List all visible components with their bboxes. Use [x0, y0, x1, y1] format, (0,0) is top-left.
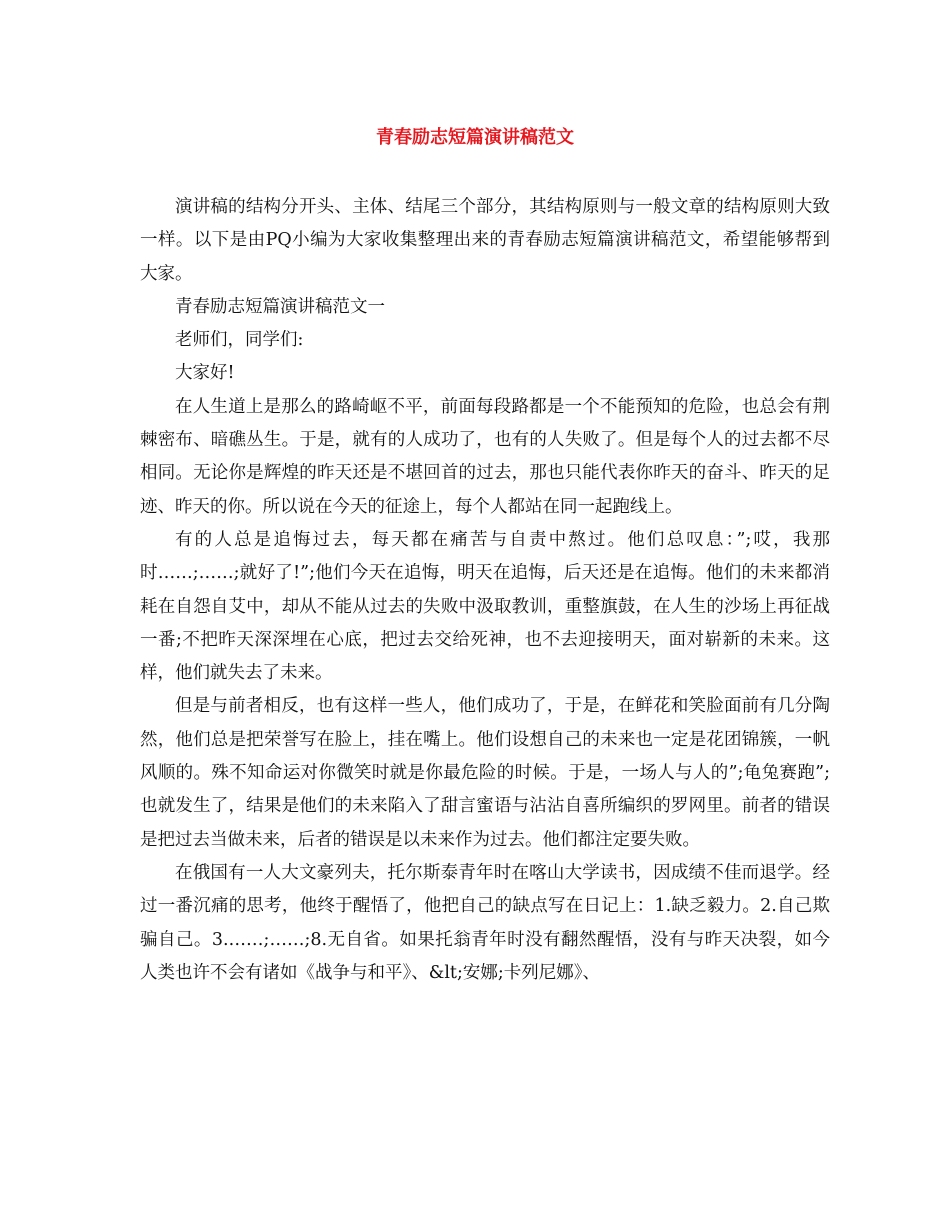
paragraph-body: 在俄国有一人大文豪列夫，托尔斯泰青年时在喀山大学读书，因成绩不佳而退学。经过一番沉痛的思考，他终于醒悟了，他把自己的缺点写在日记上：1.缺乏毅力。2.自己欺骗自己。3.……;……;8.无自省。如果托翁青年时没有翻然醒悟，没有与昨天决裂，如今人类也许不会有诸如《战争与和平》、&lt;安娜;卡列尼娜》、 — [140, 862, 830, 983]
paragraph-body: 在人生道上是那么的路崎岖不平，前面每段路都是一个不能预知的危险，也总会有荆棘密布、暗礁丛生。于是，就有的人成功了，也有的人失败了。但是每个人的过去都不尽相同。无论你是辉煌的昨天还是不堪回首的过去，那也只能代表你昨天的奋斗、昨天的足迹、昨天的你。所以说在今天的征途上，每个人都站在同一起跑线上。 — [140, 396, 830, 517]
paragraph-intro: 演讲稿的结构分开头、主体、结尾三个部分，其结构原则与一般文章的结构原则大致一样。以下是由PQ小编为大家收集整理出来的青春励志短篇演讲稿范文，希望能够帮到大家。 — [140, 197, 830, 284]
paragraph-salutation: 老师们，同学们: — [175, 330, 304, 351]
paragraph-body: 有的人总是追悔过去，每天都在痛苦与自责中熬过。他们总叹息：”;哎，我那时……;……;就好了!”;他们今天在追悔，明天在追悔，后天还是在追悔。他们的未来都消耗在自怨自艾中，却从不能从过去的失败中汲取教训，重整旗鼓，在人生的沙场上再征战一番;不把昨天深深埋在心底，把过去交给死神，也不去迎接明天，面对崭新的未来。这样，他们就失去了未来。 — [140, 529, 830, 684]
document-body — [140, 191, 830, 990]
paragraph-body: 但是与前者相反，也有这样一些人，他们成功了，于是，在鲜花和笑脸面前有几分陶然，他们总是把荣誉写在脸上，挂在嘴上。他们设想自己的未来也一定是花团锦簇，一帆风顺的。殊不知命运对你微笑时就是你最危险的时候。于是，一场人与人的”;龟兔赛跑”;也就发生了，结果是他们的未来陷入了甜言蜜语与沾沾自喜所编织的罗网里。前者的错误是把过去当做未来，后者的错误是以未来作为过去。他们都注定要失败。 — [140, 696, 830, 850]
paragraph-greeting: 大家好! — [175, 363, 235, 384]
document-title: 青春励志短篇演讲稿范文 — [376, 127, 574, 148]
paragraph-section-heading: 青春励志短篇演讲稿范文一 — [175, 296, 385, 317]
